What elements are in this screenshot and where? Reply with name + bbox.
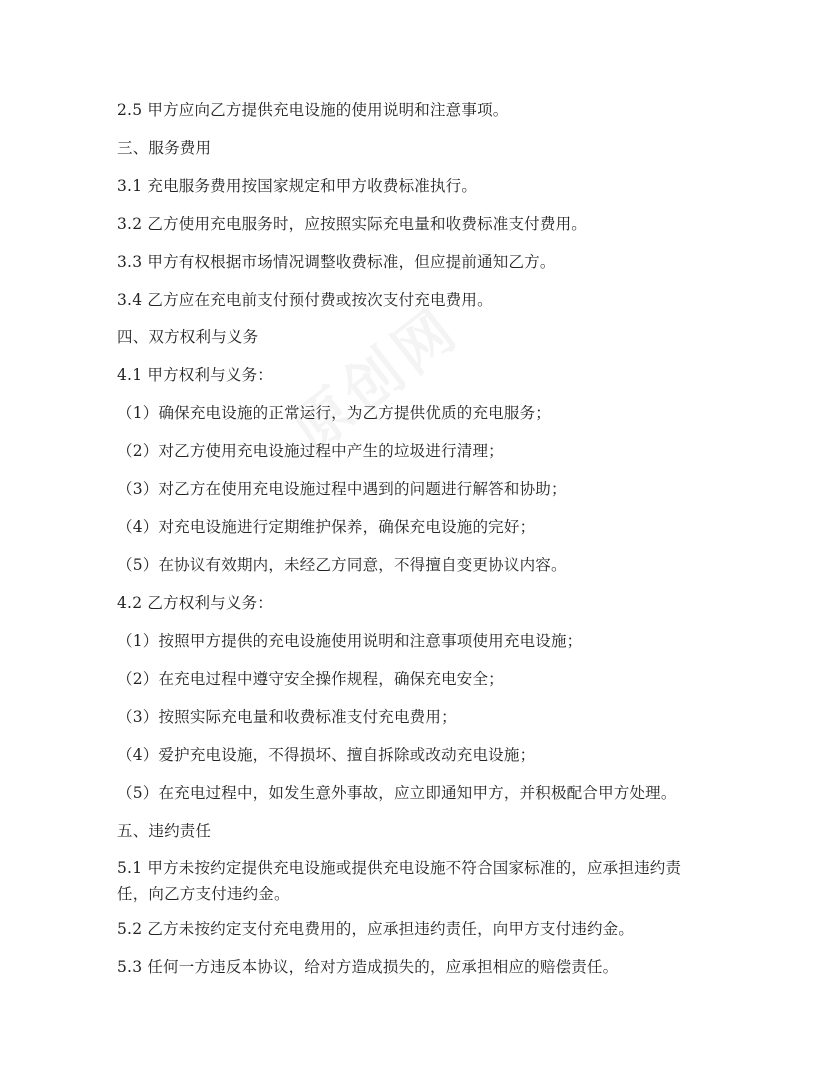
clause-5-1: 5.1 甲方未按约定提供充电设施或提供充电设施不符合国家标准的，应承担违约责任，向乙方支付违约金。 bbox=[117, 859, 682, 903]
clause-4-1: 4.1 甲方权利与义务： bbox=[117, 366, 273, 384]
clause-3-4: 3.4 乙方应在充电前支付预付费或按次支付充电费用。 bbox=[117, 291, 493, 309]
clause-3-2: 3.2 乙方使用充电服务时，应按照实际充电量和收费标准支付费用。 bbox=[117, 215, 587, 233]
clause-4-2: 4.2 乙方权利与义务： bbox=[117, 594, 273, 612]
list-item: （4）爱护充电设施，不得损坏、擅自拆除或改动充电设施； bbox=[117, 746, 536, 764]
clause-2-5: 2.5 甲方应向乙方提供充电设施的使用说明和注意事项。 bbox=[117, 101, 509, 119]
list-item: （1）按照甲方提供的充电设施使用说明和注意事项使用充电设施； bbox=[117, 632, 583, 650]
clause-3-1: 3.1 充电服务费用按国家规定和甲方收费标准执行。 bbox=[117, 177, 478, 195]
section-heading-service-fees: 三、服务费用 bbox=[117, 139, 212, 157]
list-item: （2）在充电过程中遵守安全操作规程，确保充电安全； bbox=[117, 670, 504, 688]
list-item: （5）在协议有效期内，未经乙方同意，不得擅自变更协议内容。 bbox=[117, 556, 567, 574]
section-heading-rights-obligations: 四、双方权利与义务 bbox=[117, 328, 259, 346]
clause-3-3: 3.3 甲方有权根据市场情况调整收费标准，但应提前通知乙方。 bbox=[117, 253, 556, 271]
list-item: （5）在充电过程中，如发生意外事故，应立即通知甲方，并积极配合甲方处理。 bbox=[117, 784, 677, 802]
list-item: （3）对乙方在使用充电设施过程中遇到的问题进行解答和协助； bbox=[117, 480, 567, 498]
clause-5-2: 5.2 乙方未按约定支付充电费用的，应承担违约责任，向甲方支付违约金。 bbox=[117, 920, 635, 938]
list-item: （2）对乙方使用充电设施过程中产生的垃圾进行清理； bbox=[117, 442, 504, 460]
section-heading-breach-liability: 五、违约责任 bbox=[117, 822, 212, 840]
list-item: （1）确保充电设施的正常运行，为乙方提供优质的充电服务； bbox=[117, 404, 551, 422]
clause-5-3: 5.3 任何一方违反本协议，给对方造成损失的，应承担相应的赔偿责任。 bbox=[117, 958, 619, 976]
list-item: （3）按照实际充电量和收费标准支付充电费用； bbox=[117, 708, 457, 726]
list-item: （4）对充电设施进行定期维护保养，确保充电设施的完好； bbox=[117, 518, 536, 536]
